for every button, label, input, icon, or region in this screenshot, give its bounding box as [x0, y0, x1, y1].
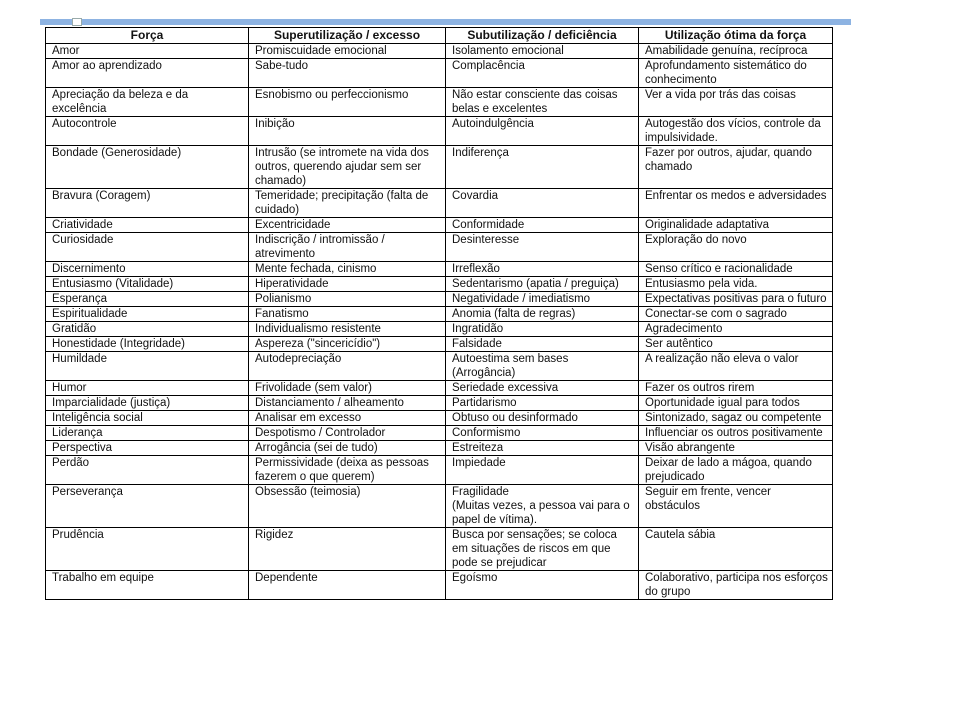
cell-strength: Gratidão — [46, 322, 249, 337]
cell-optimal: Seguir em frente, vencer obstáculos — [639, 485, 833, 528]
cell-optimal: Enfrentar os medos e adversidades — [639, 189, 833, 218]
cell-underuse: Egoísmo — [446, 571, 639, 600]
table-row — [46, 322, 833, 337]
cell-overuse: Obsessão (teimosia) — [249, 485, 446, 528]
cell-overuse: Rigidez — [249, 528, 446, 571]
table-row — [46, 189, 833, 218]
cell-underuse: Fragilidade (Muitas vezes, a pessoa vai para o papel de vítima). — [446, 485, 639, 528]
cell-optimal: Ser autêntico — [639, 337, 833, 352]
cell-optimal: Autogestão dos vícios, controle da impulsividade. — [639, 117, 833, 146]
cell-strength: Humor — [46, 381, 249, 396]
cell-optimal: Fazer os outros rirem — [639, 381, 833, 396]
cell-optimal: Aprofundamento sistemático do conhecimento — [639, 59, 833, 88]
cell-underuse: Não estar consciente das coisas belas e excelentes — [446, 88, 639, 117]
table-move-handle[interactable] — [72, 18, 82, 26]
cell-optimal: Originalidade adaptativa — [639, 218, 833, 233]
cell-strength: Imparcialidade (justiça) — [46, 396, 249, 411]
cell-overuse: Aspereza ("sincericídio") — [249, 337, 446, 352]
cell-strength: Curiosidade — [46, 233, 249, 262]
cell-overuse: Polianismo — [249, 292, 446, 307]
cell-optimal: Expectativas positivas para o futuro — [639, 292, 833, 307]
top-accent-bar — [40, 19, 851, 25]
table-row — [46, 485, 833, 528]
cell-strength: Liderança — [46, 426, 249, 441]
table-row — [46, 441, 833, 456]
cell-underuse: Conformidade — [446, 218, 639, 233]
cell-overuse: Inibição — [249, 117, 446, 146]
cell-overuse: Esnobismo ou perfeccionismo — [249, 88, 446, 117]
cell-optimal: Visão abrangente — [639, 441, 833, 456]
cell-overuse: Fanatismo — [249, 307, 446, 322]
cell-optimal: Influenciar os outros positivamente — [639, 426, 833, 441]
cell-overuse: Intrusão (se intromete na vida dos outros, querendo ajudar sem ser chamado) — [249, 146, 446, 189]
cell-strength: Espiritualidade — [46, 307, 249, 322]
cell-strength: Perdão — [46, 456, 249, 485]
header-overuse: Superutilização / excesso — [249, 28, 446, 44]
cell-underuse: Autoestima sem bases (Arrogância) — [446, 352, 639, 381]
table-row — [46, 59, 833, 88]
cell-optimal: Senso crítico e racionalidade — [639, 262, 833, 277]
cell-underuse: Isolamento emocional — [446, 44, 639, 59]
cell-optimal: Amabilidade genuína, recíproca — [639, 44, 833, 59]
cell-overuse: Frivolidade (sem valor) — [249, 381, 446, 396]
table-row — [46, 396, 833, 411]
cell-overuse: Sabe-tudo — [249, 59, 446, 88]
table-row — [46, 233, 833, 262]
cell-strength: Discernimento — [46, 262, 249, 277]
cell-optimal: A realização não eleva o valor — [639, 352, 833, 381]
cell-strength: Prudência — [46, 528, 249, 571]
table-row — [46, 292, 833, 307]
cell-overuse: Mente fechada, cinismo — [249, 262, 446, 277]
cell-strength: Humildade — [46, 352, 249, 381]
cell-overuse: Dependente — [249, 571, 446, 600]
cell-underuse: Irreflexão — [446, 262, 639, 277]
cell-underuse: Covardia — [446, 189, 639, 218]
cell-underuse: Conformismo — [446, 426, 639, 441]
table-row — [46, 381, 833, 396]
table-header-row — [46, 28, 833, 44]
table-row — [46, 277, 833, 292]
table-row — [46, 528, 833, 571]
table-row — [46, 262, 833, 277]
cell-strength: Bravura (Coragem) — [46, 189, 249, 218]
cell-optimal: Agradecimento — [639, 322, 833, 337]
cell-underuse: Desinteresse — [446, 233, 639, 262]
cell-overuse: Distanciamento / alheamento — [249, 396, 446, 411]
table-row — [46, 337, 833, 352]
cell-strength: Esperança — [46, 292, 249, 307]
cell-underuse: Obtuso ou desinformado — [446, 411, 639, 426]
cell-underuse: Autoindulgência — [446, 117, 639, 146]
cell-optimal: Entusiasmo pela vida. — [639, 277, 833, 292]
cell-underuse: Seriedade excessiva — [446, 381, 639, 396]
table-row — [46, 411, 833, 426]
cell-strength: Criatividade — [46, 218, 249, 233]
cell-strength: Entusiasmo (Vitalidade) — [46, 277, 249, 292]
table-row — [46, 146, 833, 189]
cell-optimal: Cautela sábia — [639, 528, 833, 571]
table-row — [46, 352, 833, 381]
cell-underuse: Falsidade — [446, 337, 639, 352]
cell-strength: Amor ao aprendizado — [46, 59, 249, 88]
cell-strength: Apreciação da beleza e da excelência — [46, 88, 249, 117]
cell-overuse: Analisar em excesso — [249, 411, 446, 426]
cell-overuse: Temeridade; precipitação (falta de cuidado) — [249, 189, 446, 218]
table-row — [46, 426, 833, 441]
cell-overuse: Hiperatividade — [249, 277, 446, 292]
header-optimal-use: Utilização ótima da força — [639, 28, 833, 44]
cell-optimal: Deixar de lado a mágoa, quando prejudicado — [639, 456, 833, 485]
cell-strength: Autocontrole — [46, 117, 249, 146]
cell-optimal: Exploração do novo — [639, 233, 833, 262]
cell-strength: Perspectiva — [46, 441, 249, 456]
table-row — [46, 117, 833, 146]
cell-optimal: Ver a vida por trás das coisas — [639, 88, 833, 117]
cell-strength: Amor — [46, 44, 249, 59]
cell-optimal: Sintonizado, sagaz ou competente — [639, 411, 833, 426]
table-row — [46, 88, 833, 117]
cell-underuse: Impiedade — [446, 456, 639, 485]
cell-underuse: Anomia (falta de regras) — [446, 307, 639, 322]
cell-overuse: Autodepreciação — [249, 352, 446, 381]
table-row — [46, 44, 833, 59]
strengths-table — [45, 27, 833, 600]
table-row — [46, 571, 833, 600]
cell-strength: Inteligência social — [46, 411, 249, 426]
header-underuse: Subutilização / deficiência — [446, 28, 639, 44]
cell-overuse: Promiscuidade emocional — [249, 44, 446, 59]
cell-overuse: Excentricidade — [249, 218, 446, 233]
table-row — [46, 456, 833, 485]
cell-optimal: Fazer por outros, ajudar, quando chamado — [639, 146, 833, 189]
cell-strength: Bondade (Generosidade) — [46, 146, 249, 189]
cell-optimal: Conectar-se com o sagrado — [639, 307, 833, 322]
cell-overuse: Arrogância (sei de tudo) — [249, 441, 446, 456]
cell-underuse: Busca por sensações; se coloca em situações de riscos em que pode se prejudicar — [446, 528, 639, 571]
cell-underuse: Ingratidão — [446, 322, 639, 337]
header-strength: Força — [46, 28, 249, 44]
cell-strength: Honestidade (Integridade) — [46, 337, 249, 352]
cell-strength: Trabalho em equipe — [46, 571, 249, 600]
cell-overuse: Permissividade (deixa as pessoas fazerem o que querem) — [249, 456, 446, 485]
cell-optimal: Colaborativo, participa nos esforços do grupo — [639, 571, 833, 600]
table-row — [46, 307, 833, 322]
cell-underuse: Complacência — [446, 59, 639, 88]
cell-underuse: Estreiteza — [446, 441, 639, 456]
cell-underuse: Partidarismo — [446, 396, 639, 411]
cell-optimal: Oportunidade igual para todos — [639, 396, 833, 411]
cell-overuse: Despotismo / Controlador — [249, 426, 446, 441]
table-row — [46, 218, 833, 233]
cell-overuse: Indiscrição / intromissão / atrevimento — [249, 233, 446, 262]
cell-underuse: Negatividade / imediatismo — [446, 292, 639, 307]
cell-underuse: Indiferença — [446, 146, 639, 189]
cell-strength: Perseverança — [46, 485, 249, 528]
cell-underuse: Sedentarismo (apatia / preguiça) — [446, 277, 639, 292]
cell-overuse: Individualismo resistente — [249, 322, 446, 337]
